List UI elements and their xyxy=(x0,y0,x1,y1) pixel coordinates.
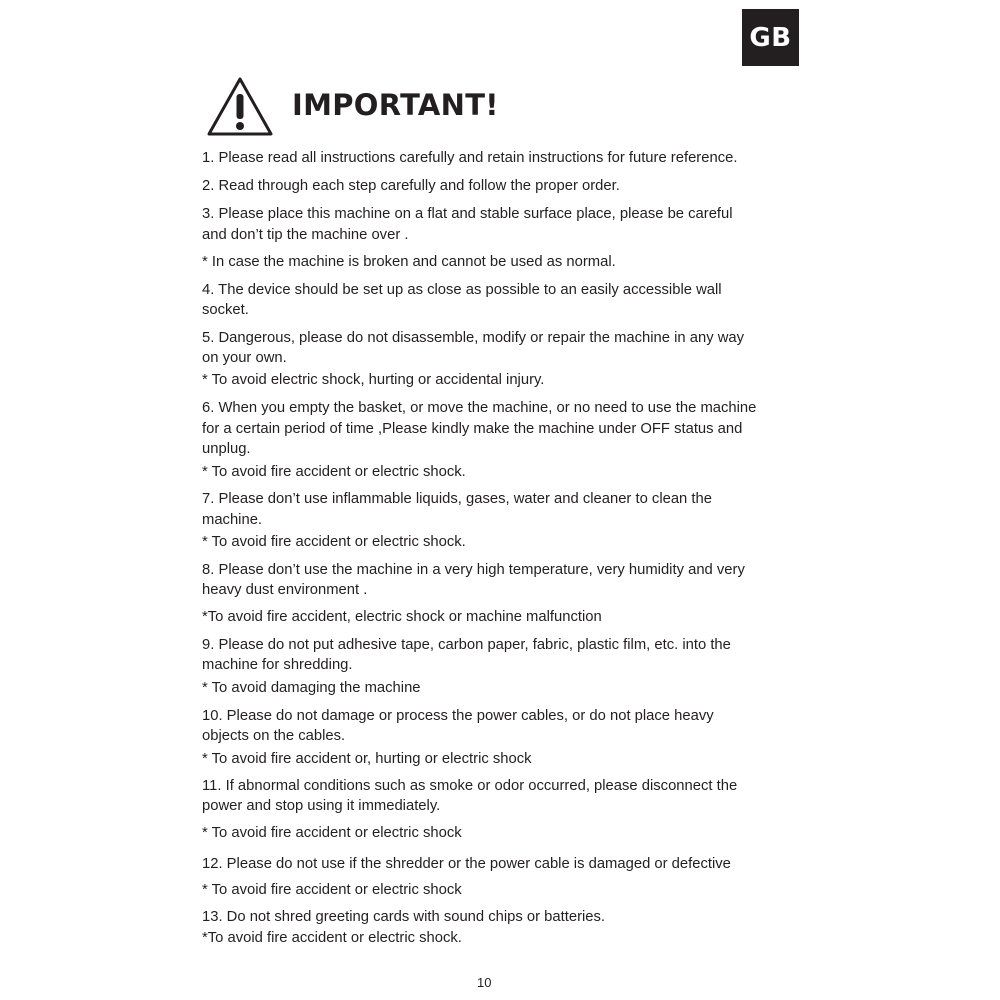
instruction-line: 2. Read through each step carefully and follow the proper order. xyxy=(202,178,620,194)
note-line: * To avoid fire accident or electric shock. xyxy=(202,534,466,550)
note-line: * To avoid fire accident or electric shock xyxy=(202,882,462,898)
instruction-line: 4. The device should be set up as close as possible to an easily accessible wall xyxy=(202,282,722,298)
instruction-line: and don’t tip the machine over . xyxy=(202,227,409,243)
page-number: 10 xyxy=(477,975,492,990)
instruction-line: 10. Please do not damage or process the power cables, or do not place heavy xyxy=(202,708,714,724)
note-line: * In case the machine is broken and cannot be used as normal. xyxy=(202,254,616,270)
note-line: * To avoid electric shock, hurting or accidental injury. xyxy=(202,372,545,388)
note-line: * To avoid damaging the machine xyxy=(202,680,421,696)
instruction-line: 8. Please don’t use the machine in a very high temperature, very humidity and very xyxy=(202,562,745,578)
note-line: * To avoid fire accident or electric shock. xyxy=(202,464,466,480)
warning-triangle-icon xyxy=(206,76,274,138)
instruction-line: 5. Dangerous, please do not disassemble, modify or repair the machine in any way xyxy=(202,330,745,346)
instruction-line: 9. Please do not put adhesive tape, carbon paper, fabric, plastic film, etc. into the xyxy=(202,637,731,653)
instruction-line: machine. xyxy=(202,512,263,528)
note-line: *To avoid fire accident or electric shock. xyxy=(202,930,462,946)
instruction-line: power and stop using it immediately. xyxy=(202,798,441,814)
instruction-line: machine for shredding. xyxy=(202,657,353,673)
instruction-line: for a certain period of time ,Please kindly make the machine under OFF status and xyxy=(202,421,743,437)
note-line: *To avoid fire accident, electric shock or machine malfunction xyxy=(202,609,602,625)
note-line: * To avoid fire accident or, hurting or electric shock xyxy=(202,751,532,767)
instruction-line: unplug. xyxy=(202,441,251,457)
instruction-line: 3. Please place this machine on a flat and stable surface place, please be careful xyxy=(202,206,733,222)
instruction-line: 12. Please do not use if the shredder or the power cable is damaged or defective xyxy=(202,856,731,872)
instruction-line: 7. Please don’t use inflammable liquids, gases, water and cleaner to clean the xyxy=(202,491,712,507)
instruction-line: objects on the cables. xyxy=(202,728,346,744)
instruction-line: 1. Please read all instructions carefully and retain instructions for future reference. xyxy=(202,150,738,166)
instruction-line: heavy dust environment . xyxy=(202,582,368,598)
page-title: IMPORTANT! xyxy=(292,88,499,122)
instruction-line: 6. When you empty the basket, or move the machine, or no need to use the machine xyxy=(202,400,757,416)
instruction-line: 11. If abnormal conditions such as smoke or odor occurred, please disconnect the xyxy=(202,778,738,794)
instruction-line: 13. Do not shred greeting cards with sound chips or batteries. xyxy=(202,909,606,925)
instruction-line: on your own. xyxy=(202,350,287,366)
note-line: * To avoid fire accident or electric shock xyxy=(202,825,462,841)
instruction-line: socket. xyxy=(202,302,249,318)
language-badge: GB xyxy=(742,9,799,66)
